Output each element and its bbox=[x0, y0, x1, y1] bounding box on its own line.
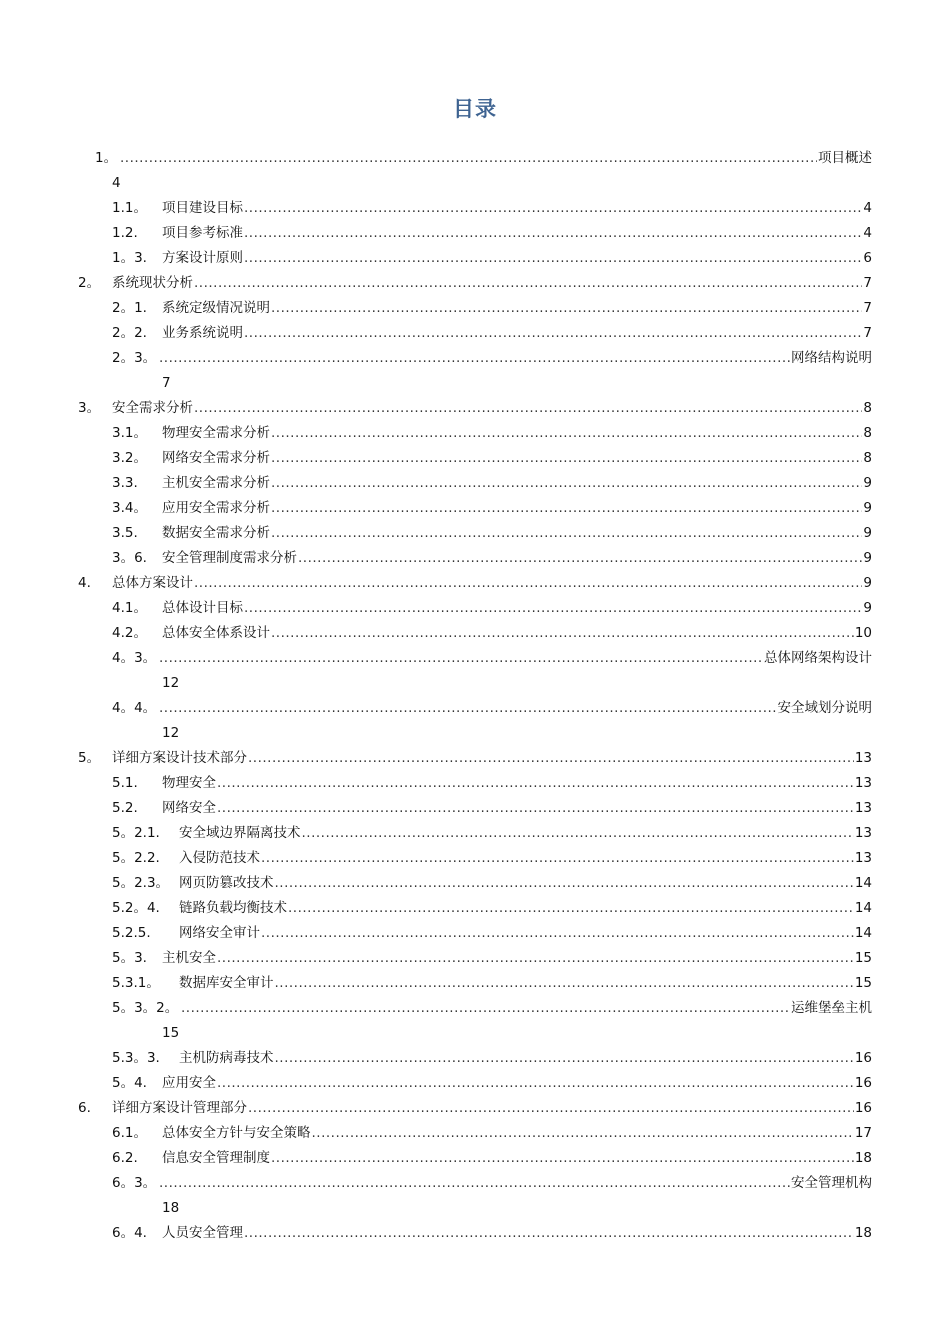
toc-entry-wrapped-page bbox=[0, 171, 950, 196]
toc-entry-page: 8 bbox=[863, 425, 872, 441]
toc-entry-number: 6.1。 bbox=[112, 1125, 147, 1141]
toc-entry-title: 数据库安全审计 bbox=[179, 975, 274, 991]
toc-entry[interactable] bbox=[0, 1171, 950, 1196]
toc-leader-dots bbox=[275, 971, 854, 996]
toc-entry[interactable] bbox=[0, 1046, 950, 1071]
toc-entry-line bbox=[162, 796, 872, 821]
toc-entry-page: 安全域划分说明 bbox=[777, 700, 872, 716]
toc-leader-dots bbox=[217, 771, 854, 796]
toc-entry-line bbox=[162, 496, 872, 521]
toc-leader-dots bbox=[181, 996, 790, 1021]
toc-entry-number: 2。 bbox=[78, 275, 101, 291]
toc-leader-dots bbox=[275, 1046, 854, 1071]
toc-leader-dots bbox=[312, 1121, 854, 1146]
toc-entry-page: 9 bbox=[863, 575, 872, 591]
toc-entry-line bbox=[162, 196, 872, 221]
toc-entry-title: 主机安全需求分析 bbox=[162, 475, 270, 491]
toc-entry-number: 4。3。 bbox=[112, 650, 157, 666]
toc-entry-line bbox=[162, 546, 872, 571]
toc-entry-title: 方案设计原则 bbox=[162, 250, 243, 266]
toc-entry[interactable] bbox=[0, 596, 950, 621]
toc-entry[interactable] bbox=[0, 1096, 950, 1121]
toc-entry-page: 18 bbox=[854, 1150, 872, 1166]
toc-entry-line bbox=[158, 646, 872, 671]
toc-entry-page: 14 bbox=[854, 875, 872, 891]
toc-entry[interactable] bbox=[0, 221, 950, 246]
toc-entry-title: 总体设计目标 bbox=[162, 600, 243, 616]
toc-entry-number: 5.2. bbox=[112, 800, 138, 816]
toc-entry-page: 安全管理机构 bbox=[791, 1175, 872, 1191]
toc-entry-line bbox=[162, 221, 872, 246]
toc-entry-line bbox=[179, 1046, 872, 1071]
toc-entry-line bbox=[179, 971, 872, 996]
toc-entry[interactable] bbox=[0, 546, 950, 571]
toc-entry[interactable] bbox=[0, 871, 950, 896]
toc-entry-number: 2。3。 bbox=[112, 350, 157, 366]
toc-leader-dots bbox=[271, 1146, 854, 1171]
toc-entry-number: 5.3.1。 bbox=[112, 975, 160, 991]
toc-entry-title: 业务系统说明 bbox=[162, 325, 243, 341]
toc-entry-page: 9 bbox=[863, 550, 872, 566]
toc-entry-title: 项目建设目标 bbox=[162, 200, 243, 216]
toc-entry-number: 3.2。 bbox=[112, 450, 147, 466]
toc-entry[interactable] bbox=[0, 196, 950, 221]
toc-entry-line bbox=[162, 1121, 872, 1146]
toc-entry-line bbox=[162, 1071, 872, 1096]
toc-entry-line bbox=[112, 571, 872, 596]
toc-leader-dots bbox=[271, 296, 862, 321]
toc-entry[interactable] bbox=[0, 1121, 950, 1146]
toc-entry-title: 系统现状分析 bbox=[112, 275, 193, 291]
toc-leader-dots bbox=[302, 821, 854, 846]
toc-entry-wrapped-page bbox=[0, 1196, 950, 1221]
toc-leader-dots bbox=[271, 471, 862, 496]
toc-leader-dots bbox=[194, 396, 862, 421]
toc-entry[interactable] bbox=[0, 846, 950, 871]
toc-leader-dots bbox=[288, 896, 854, 921]
toc-entry-line bbox=[162, 596, 872, 621]
toc-entry-page: 7 bbox=[863, 300, 872, 316]
toc-leader-dots bbox=[244, 246, 862, 271]
toc-leader-dots bbox=[244, 221, 862, 246]
toc-entry-line bbox=[179, 896, 872, 921]
toc-entry-number: 1.1。 bbox=[112, 200, 147, 216]
toc-leader-dots bbox=[159, 346, 790, 371]
toc-entry-number: 5。2.3。 bbox=[112, 875, 170, 891]
toc-entry-title: 网络安全需求分析 bbox=[162, 450, 270, 466]
toc-entry-title: 入侵防范技术 bbox=[179, 850, 260, 866]
toc-entry-page: 6 bbox=[863, 250, 872, 266]
toc-entry-page: 9 bbox=[863, 475, 872, 491]
toc-entry[interactable] bbox=[0, 1071, 950, 1096]
toc-entry[interactable] bbox=[0, 471, 950, 496]
toc-entry-number: 2。1. bbox=[112, 300, 147, 316]
toc-leader-dots bbox=[244, 196, 862, 221]
toc-leader-dots bbox=[248, 1096, 854, 1121]
toc-entry-number: 3.3. bbox=[112, 475, 138, 491]
toc-leader-dots bbox=[271, 421, 862, 446]
toc-entry-page-continued: 4 bbox=[112, 175, 121, 191]
toc-entry-line bbox=[158, 696, 872, 721]
toc-entry-page: 17 bbox=[854, 1125, 872, 1141]
toc-entry-number: 5。 bbox=[78, 750, 101, 766]
toc-entry-page: 18 bbox=[854, 1225, 872, 1241]
toc-entry-title: 物理安全 bbox=[162, 775, 216, 791]
toc-entry-line bbox=[179, 846, 872, 871]
toc-entry-page-continued: 12 bbox=[162, 725, 180, 741]
toc-leader-dots bbox=[159, 646, 763, 671]
toc-entry[interactable] bbox=[0, 921, 950, 946]
toc-entry[interactable] bbox=[0, 446, 950, 471]
toc-entry[interactable] bbox=[0, 346, 950, 371]
toc-entry-line bbox=[180, 996, 872, 1021]
toc-entry-page: 15 bbox=[854, 950, 872, 966]
toc-entry-line bbox=[162, 621, 872, 646]
toc-entry[interactable] bbox=[0, 746, 950, 771]
toc-entry-line bbox=[162, 321, 872, 346]
toc-entry-page: 14 bbox=[854, 925, 872, 941]
toc-entry-page-continued: 7 bbox=[162, 375, 171, 391]
toc-entry-page: 16 bbox=[854, 1100, 872, 1116]
toc-entry-line bbox=[179, 871, 872, 896]
toc-entry-line bbox=[162, 521, 872, 546]
toc-entry[interactable] bbox=[0, 1146, 950, 1171]
toc-entry-wrapped-page bbox=[0, 1021, 950, 1046]
toc-leader-dots bbox=[271, 621, 854, 646]
toc-entry-title: 总体方案设计 bbox=[112, 575, 193, 591]
toc-entry-page: 运维堡垒主机 bbox=[791, 1000, 872, 1016]
toc-entry-title: 应用安全 bbox=[162, 1075, 216, 1091]
toc-entry[interactable] bbox=[0, 771, 950, 796]
toc-entry-page: 8 bbox=[863, 450, 872, 466]
toc-entry-number: 3.4。 bbox=[112, 500, 147, 516]
toc-entry-line bbox=[162, 421, 872, 446]
toc-entry-number: 6。3。 bbox=[112, 1175, 157, 1191]
toc-entry-line bbox=[112, 1096, 872, 1121]
toc-entry-line bbox=[162, 246, 872, 271]
toc-entry-line bbox=[162, 446, 872, 471]
toc-entry-number: 3.5. bbox=[112, 525, 138, 541]
toc-entry-page: 4 bbox=[863, 225, 872, 241]
toc-entry-page: 13 bbox=[854, 800, 872, 816]
toc-entry[interactable] bbox=[0, 696, 950, 721]
toc-entry-title: 系统定级情况说明 bbox=[162, 300, 270, 316]
toc-leader-dots bbox=[217, 1071, 854, 1096]
toc-entry-number: 3。 bbox=[78, 400, 101, 416]
toc-entry-title: 物理安全需求分析 bbox=[162, 425, 270, 441]
toc-entry-line bbox=[158, 346, 872, 371]
toc-leader-dots bbox=[261, 846, 854, 871]
toc-entry-line bbox=[158, 1171, 872, 1196]
toc-entry-page: 10 bbox=[854, 625, 872, 641]
toc-leader-dots bbox=[194, 271, 862, 296]
toc-entry[interactable] bbox=[0, 296, 950, 321]
toc-entry-line bbox=[162, 296, 872, 321]
toc-leader-dots bbox=[217, 796, 854, 821]
toc-entry-line bbox=[112, 746, 872, 771]
toc-entry-page: 7 bbox=[863, 325, 872, 341]
toc-leader-dots bbox=[120, 146, 817, 171]
toc-entry-number: 5。2.1. bbox=[112, 825, 160, 841]
toc-entry-page: 8 bbox=[863, 400, 872, 416]
toc-entry-page: 16 bbox=[854, 1075, 872, 1091]
toc-entry-page-continued: 15 bbox=[162, 1025, 180, 1041]
toc-leader-dots bbox=[159, 1171, 790, 1196]
toc-entry-title: 详细方案设计管理部分 bbox=[112, 1100, 247, 1116]
toc-entry[interactable] bbox=[0, 246, 950, 271]
toc-entry-number: 5.1. bbox=[112, 775, 138, 791]
toc-entry-number: 4.1。 bbox=[112, 600, 147, 616]
toc-entry[interactable] bbox=[0, 571, 950, 596]
toc-entry-number: 6.2. bbox=[112, 1150, 138, 1166]
toc-entry-line bbox=[119, 146, 872, 171]
toc-entry[interactable] bbox=[0, 496, 950, 521]
toc-entry-page: 4 bbox=[863, 200, 872, 216]
toc-entry-page: 13 bbox=[854, 775, 872, 791]
toc-leader-dots bbox=[194, 571, 862, 596]
toc-entry-wrapped-page bbox=[0, 371, 950, 396]
toc-entry-line bbox=[162, 471, 872, 496]
toc-leader-dots bbox=[159, 696, 777, 721]
toc-entry-page: 13 bbox=[854, 825, 872, 841]
toc-leader-dots bbox=[244, 1221, 854, 1246]
toc-entry-number: 1.2. bbox=[112, 225, 138, 241]
toc-entry-line bbox=[179, 921, 872, 946]
toc-entry[interactable] bbox=[0, 821, 950, 846]
toc-entry-number: 5。3. bbox=[112, 950, 147, 966]
toc-entry-title: 网页防篡改技术 bbox=[179, 875, 274, 891]
toc-leader-dots bbox=[271, 446, 862, 471]
toc-entry-page: 项目概述 bbox=[818, 150, 872, 166]
toc-entry-title: 安全管理制度需求分析 bbox=[162, 550, 297, 566]
toc-entry-number: 6. bbox=[78, 1100, 91, 1116]
toc-entry[interactable] bbox=[0, 971, 950, 996]
toc-entry-wrapped-page bbox=[0, 671, 950, 696]
toc-entry-number: 5。3。2。 bbox=[112, 1000, 179, 1016]
toc-leader-dots bbox=[298, 546, 862, 571]
toc-title: 目录 bbox=[453, 97, 497, 121]
toc-entry-title: 网络安全 bbox=[162, 800, 216, 816]
toc-entry-page: 9 bbox=[863, 600, 872, 616]
toc-entry[interactable] bbox=[0, 946, 950, 971]
toc-entry[interactable] bbox=[0, 521, 950, 546]
toc-leader-dots bbox=[261, 921, 854, 946]
toc-entry[interactable] bbox=[0, 396, 950, 421]
toc-entry[interactable] bbox=[0, 146, 950, 171]
toc-leader-dots bbox=[271, 496, 862, 521]
toc-entry[interactable] bbox=[0, 996, 950, 1021]
toc-entry[interactable] bbox=[0, 796, 950, 821]
toc-entry-page: 13 bbox=[854, 850, 872, 866]
toc-entry-number: 4.2。 bbox=[112, 625, 147, 641]
toc-leader-dots bbox=[244, 321, 862, 346]
toc-entry-title: 安全需求分析 bbox=[112, 400, 193, 416]
toc-entry-line bbox=[179, 821, 872, 846]
toc-entry-page: 16 bbox=[854, 1050, 872, 1066]
toc-entry-title: 网络安全审计 bbox=[179, 925, 260, 941]
toc-leader-dots bbox=[275, 871, 854, 896]
toc-entry-title: 详细方案设计技术部分 bbox=[112, 750, 247, 766]
toc-entry-number: 1。 bbox=[95, 150, 118, 166]
toc-entry[interactable] bbox=[0, 421, 950, 446]
toc-entry-number: 5.2.5. bbox=[112, 925, 151, 941]
toc-entry-page: 9 bbox=[863, 525, 872, 541]
toc-entry[interactable] bbox=[0, 321, 950, 346]
toc-entry-page: 14 bbox=[854, 900, 872, 916]
toc-entry-title: 总体安全方针与安全策略 bbox=[162, 1125, 311, 1141]
toc-entry[interactable] bbox=[0, 271, 950, 296]
toc-entry[interactable] bbox=[0, 646, 950, 671]
toc-entry-title: 数据安全需求分析 bbox=[162, 525, 270, 541]
toc-entry-title: 链路负载均衡技术 bbox=[179, 900, 287, 916]
toc-entry-wrapped-page bbox=[0, 721, 950, 746]
toc-entry-line bbox=[162, 771, 872, 796]
toc-entry-title: 安全域边界隔离技术 bbox=[179, 825, 301, 841]
toc-entry-number: 5。2.2. bbox=[112, 850, 160, 866]
toc-entry-line bbox=[112, 396, 872, 421]
toc-leader-dots bbox=[244, 596, 862, 621]
toc-entry-title: 主机防病毒技术 bbox=[179, 1050, 274, 1066]
toc-entry-page: 网络结构说明 bbox=[791, 350, 872, 366]
toc-entry-title: 信息安全管理制度 bbox=[162, 1150, 270, 1166]
toc-entry[interactable] bbox=[0, 896, 950, 921]
toc-leader-dots bbox=[217, 946, 854, 971]
toc-entry-title: 应用安全需求分析 bbox=[162, 500, 270, 516]
toc-entry-line bbox=[162, 946, 872, 971]
toc-entry-number: 5.2。4. bbox=[112, 900, 160, 916]
toc-entry-number: 6。4. bbox=[112, 1225, 147, 1241]
toc-entry-line bbox=[112, 271, 872, 296]
toc-entry-number: 3。6. bbox=[112, 550, 147, 566]
toc-entry-page: 9 bbox=[863, 500, 872, 516]
toc-entry-page: 15 bbox=[854, 975, 872, 991]
toc-entry-number: 4。4。 bbox=[112, 700, 157, 716]
toc-entry-page: 7 bbox=[863, 275, 872, 291]
toc-entry-line bbox=[162, 1146, 872, 1171]
toc-entry[interactable] bbox=[0, 621, 950, 646]
toc-entry-page: 13 bbox=[854, 750, 872, 766]
toc-entry-number: 2。2. bbox=[112, 325, 147, 341]
toc-entry-title: 总体安全体系设计 bbox=[162, 625, 270, 641]
toc-entry-number: 1。3. bbox=[112, 250, 147, 266]
toc-entry-page: 总体网络架构设计 bbox=[764, 650, 872, 666]
table-of-contents bbox=[0, 146, 950, 1246]
toc-entry-number: 5。4. bbox=[112, 1075, 147, 1091]
toc-entry-number: 5.3。3. bbox=[112, 1050, 160, 1066]
toc-entry-title: 项目参考标准 bbox=[162, 225, 243, 241]
toc-entry[interactable] bbox=[0, 1221, 950, 1246]
toc-entry-line bbox=[162, 1221, 872, 1246]
toc-leader-dots bbox=[248, 746, 854, 771]
toc-entry-title: 人员安全管理 bbox=[162, 1225, 243, 1241]
toc-entry-number: 3.1。 bbox=[112, 425, 147, 441]
toc-entry-number: 4. bbox=[78, 575, 91, 591]
toc-entry-page-continued: 18 bbox=[162, 1200, 180, 1216]
toc-entry-title: 主机安全 bbox=[162, 950, 216, 966]
toc-leader-dots bbox=[271, 521, 862, 546]
toc-entry-page-continued: 12 bbox=[162, 675, 180, 691]
